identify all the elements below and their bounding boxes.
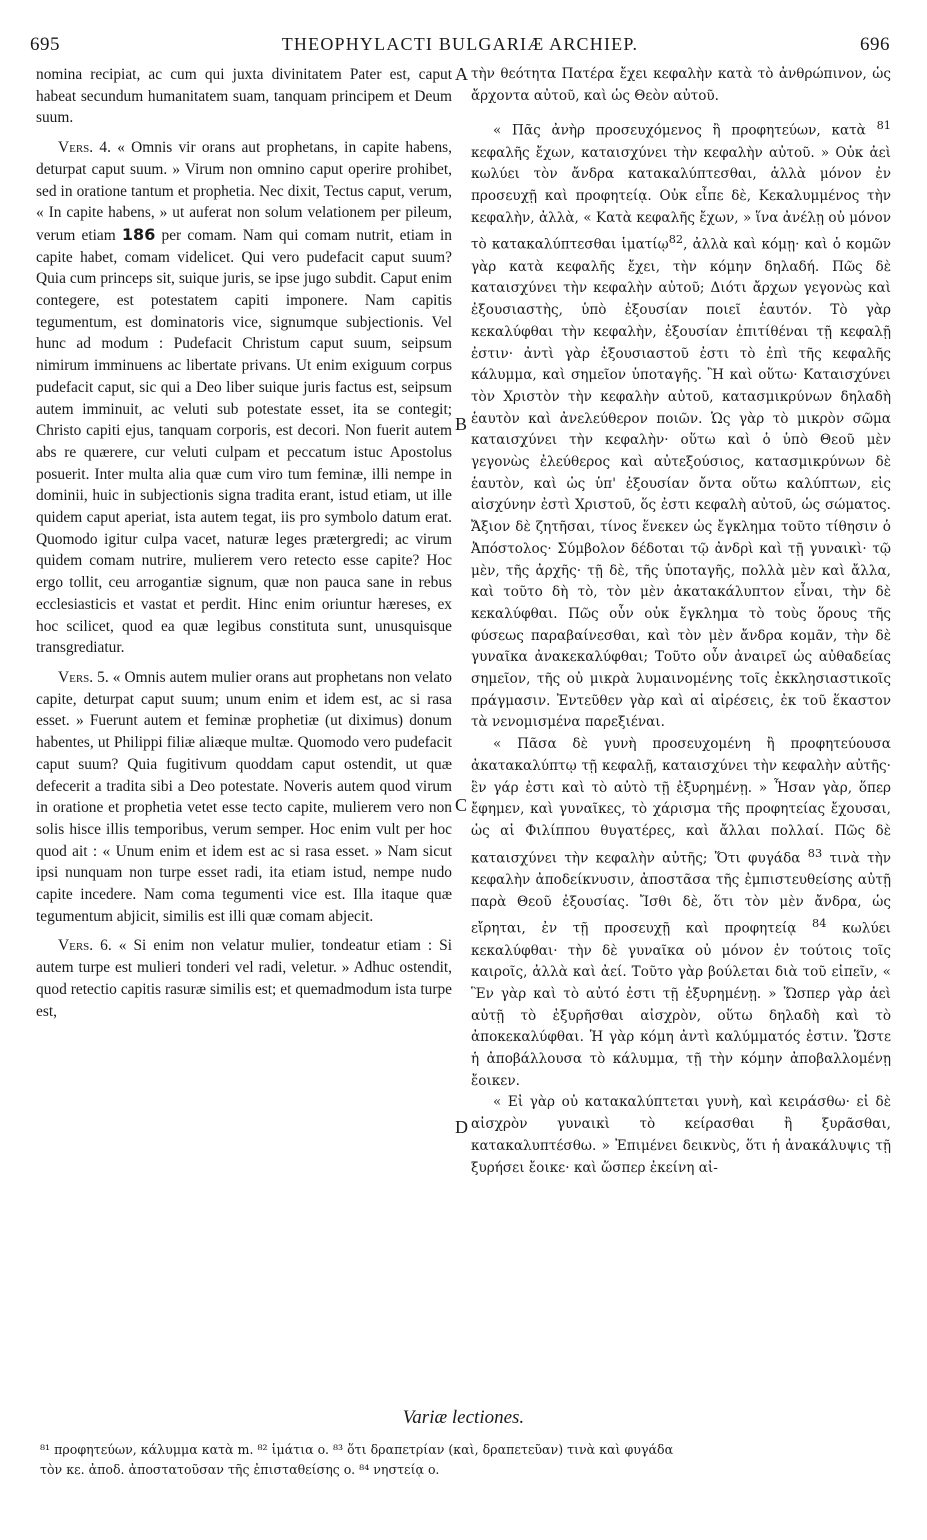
latin-paragraph-1: nomina recipiat, ac cum qui juxta divinitatem Pater est, caput habeat secundum humanitatem suam, tanquam principem et Deum suum. (36, 66, 452, 127)
page-number-left: 695 (30, 34, 60, 55)
variae-lectiones-heading: Variæ lectiones. (402, 1407, 525, 1428)
greek-text: « Πᾶσα δὲ γυνὴ προσευχομένη ἢ προφητεύουσα ἀκατακαλύπτῳ τῇ κεφαλῇ, καταισχύνει τὴν κεφαλὴν αὐτῆς· ἓν γάρ ἐστι καὶ τὸ αὐτὸ τῇ ἐξυρημένῃ. » Ἦσαν γὰρ, ὅπερ ἔφημεν, καὶ γυναῖκες, τὸ χάρισμα τῆς προφητείας ἔχουσαι, ὡς αἱ Φιλίππου θυγατέρες, καὶ ἄλλαι πολλαί. Πῶς δὲ καταισχύνει τὴν κεφαλὴν αὐτῆς; Ὅτι φυγάδα (471, 736, 891, 867)
column-number: 186 (121, 224, 156, 244)
footnote-ref: 82 (668, 232, 684, 247)
latin-text: « Omnis vir orans aut prophetans, in capite habens, deturpat caput suum. » Virum non omnino caput operire prohibet, sed in oratione tantum et prophetia. Nec dixit, Tectus caput, verum, « In capite habens, » ut auferat non solum velationem per pileum, verum etiam (36, 139, 452, 244)
greek-text: τινὰ τὴν κεφαλὴν ἀποδείκνυσιν, ἀποστᾶσα τῆς ἐμπιστευθείσης αὐτῇ παρὰ Θεοῦ ἐξουσίας. Ἴσθι δὲ, ὅτι τὸν μὲν ἄνδρα, ὡς εἴρηται, ἐν τῇ προσευχῇ καὶ προφητείᾳ (471, 850, 891, 937)
section-marker-a: A (455, 64, 468, 84)
verse-label: Vers. 6. (58, 937, 112, 955)
greek-paragraph-2 (471, 115, 891, 734)
greek-column (471, 64, 891, 1179)
greek-text: « Πᾶς ἀνὴρ προσευχόμενος ἢ προφητεύων, κατὰ (493, 122, 866, 139)
latin-column (36, 64, 452, 1022)
variant-line: ⁸¹ προφητεύων, κάλυμμα κατὰ m. ⁸² ἱμάτια o. ⁸³ ὅτι δραπετρίαν (καὶ, δραπετεῦαν) τινὰ καὶ φυγάδα (40, 1442, 674, 1457)
section-marker-d: D (455, 1117, 468, 1137)
latin-text: « Si enim non velatur mulier, tondeatur etiam : Si autem turpe est mulieri tonderi vel radi, veletur. » Adhuc ostendit, quod retectio capitis rasuræ similis est; et quemadmodum ista turpe est, (36, 937, 453, 1020)
latin-text: per comam. Nam qui comam nutrit, etiam in capite habet, comam videlicet. Qui vero pudefacit caput suum? Quia cum princeps sit, suique juris, se ipse jugo subdit. Caput enim contegere, est potestatem capiti imponere. Nam capitis tegumentum, est dominatoris vice, signumque subjectionis. Vel hunc ad modum : Pudefacit Christum caput suum, seipsum nimirum imminuens ac libertate privans. Ut enim exiguum corpus pudefacit caput, sic qui a Deo liber suique juris factus est, seipsum autem imminuit, ac veluti sub potestate esset, ita se contegit; Christo capiti ejus, tanquam corporis, est decori. Non fuerit autem abs re quærere, cur veluti culpam et peccatum istuc Apostolus posuerit. Inter multa alia quæ cum viro tum feminæ, illi nempe in dominii, huic in subjectionis signa tradita erant, istud etiam, ut ille quidem caput aperiat, ista autem tegat, iis pro symbolo datum erat. Quomodo igitur culpa vacet, naturæ leges prætergredi; ac virum quidem comam nutrire, mulierem vero retecto esse capite? Hoc ergo tollit, ceu arrogantiæ signum, quæ non pauca sane in rebus ecclesiasticis et vastat et perdit. Hinc enim oriuntur hæreses, ex hoc scilicet, quod ea quæ legibus constituta sunt, unusquisque transgrediatur. (36, 226, 452, 657)
greek-text: κωλύει κεκαλύφθαι· τὴν δὲ γυναῖκα οὐ μόνον ἐν τούτοις τοῖς καιροῖς, ἀλλὰ καὶ ἀεί. Τοῦτο γὰρ βούλεται διὰ τοῦ εἰπεῖν, « Ἓν γὰρ καὶ τὸ αὐτό ἐστι τῇ ἐξυρημένῃ. » Ὥσπερ γὰρ ἀεὶ αὐτῇ τὸ ἐξυρῆσθαι αἰσχρὸν, οὕτω δηλαδὴ καὶ τὸ ἀποκεκαλύφθαι. Ἡ γὰρ κόμη ἀντὶ καλύμματός ἐστιν. Ὥστε ἡ ἀποβάλλουσα τὸ κάλυμμα, τῇ τὴν κόμην ἀποβαλλομένῃ ἔοικεν. (471, 920, 891, 1089)
variae-lectiones (40, 1440, 900, 1480)
greek-text: κεφαλῆς ἔχων, καταισχύνει τὴν κεφαλὴν αὐτοῦ. » Οὐκ ἀεὶ κωλύει τὸν ἄνδρα κατακαλύπτεσθαι, ἀλλὰ μόνον ἐν προσευχῇ καὶ προφητείᾳ. Οὐκ εἶπε δὲ, Κεκαλυμμένος τὴν κεφαλὴν, ἀλλὰ, « Κατὰ κεφαλῆς ἔχων, » ἵνα ἀνέλῃ οὐ μόνον τὸ κατακαλύπτεσθαι ἱματίῳ (471, 144, 891, 253)
greek-paragraph-3 (471, 734, 891, 1092)
greek-paragraph-1: τὴν θεότητα Πατέρα ἔχει κεφαλὴν κατὰ τὸ ἀνθρώπινον, ὡς ἄρχοντα αὐτοῦ, καὶ ὡς Θεὸν αὐτοῦ. (471, 66, 891, 104)
footnote-ref: 83 (807, 845, 823, 860)
latin-paragraph-4 (36, 935, 452, 1022)
section-marker-c: C (455, 795, 468, 815)
running-header (30, 34, 890, 64)
greek-paragraph-4: « Εἰ γὰρ οὐ κατακαλύπτεται γυνὴ, καὶ κειράσθω· εἰ δὲ αἰσχρὸν γυναικὶ τὸ κείρασθαι ἢ ξυρᾶσθαι, κατακαλυπτέσθω. » Ἐπιμένει δεικνὺς, ὅτι ἡ ἀνακάλυψις τῇ ξυρήσει ἔοικε· καὶ ὥσπερ ἐκείνη αἰ- (471, 1094, 891, 1176)
section-marker-b: B (455, 414, 468, 434)
variant-line: τὸν κε. ἀποδ. ἀποστατοῦσαν τῆς ἐπισταθείσης o. ⁸⁴ νηστείᾳ o. (40, 1462, 440, 1477)
latin-text: « Omnis autem mulier orans aut prophetans non velato capite, deturpat caput suum; unum enim et idem est, ac si rasa esset. » Fuerunt autem et feminæ prophetiæ (ut diximus) donum habentes, ut Philippi filiæ aliæque multæ. Quomodo vero pudefacit caput suum? Quia fugitivum quoddam caput ostendit, ut quæ defecerit a tradita sibi a Deo potestate. Noveris autem quod virum in oratione et prophetia vetet esse tecto capite, mulierem vero non solis hisce illis temporibus, verum semper. Hoc enim vult per hoc quod ait : « Unum enim et idem est ac si rasa esset. » Nam sicut ipsi nunquam non turpe esset radi, ita etiam istud, nempe nudo capite incedere. Nam coma tegumenti vice est. Illa itaque quæ tegumentum abjicit, similis est illi quæ comam abjecit. (36, 668, 452, 925)
page-number-right: 696 (860, 34, 890, 55)
footnote-ref: 81 (876, 118, 891, 133)
verse-label: Vers. 5. (58, 668, 109, 686)
footnote-ref: 84 (812, 916, 827, 931)
greek-text: , ἀλλὰ καὶ κόμῃ· καὶ ὁ κομῶν γὰρ κατὰ κεφαλῆς ἔχει, τὴν κόμην δηλαδή. Πῶς δὲ καταισχύνει τὴν κεφαλὴν αὐτοῦ; Διότι ἄρχων γεγονὼς καὶ ἐξουσιαστὴς, ὑπὸ ἐξουσίαν ποιεῖ ἑαυτόν. Τὸ γὰρ κεκαλύφθαι τὴν κεφαλὴν, ἐξουσίαν ἐπιτίθέναι τῇ κεφαλῇ ἐστιν· ἀντὶ γὰρ ἐξουσιαστοῦ ἐστι τὸ ἐπὶ τῆς κεφαλῆς κάλυμμα, καὶ σημεῖον ὑποταγῆς. Ἢ καὶ οὕτω· Καταισχύνει τὸν Χριστὸν τὴν κεφαλὴν αὐτοῦ, κατασμικρύνων δηλαδὴ ἑαυτὸν καὶ ἀνελεύθερον ποιῶν. Ὡς γὰρ τὸ μικρὸν σῶμα καταισχύνει τὴν κεφαλὴν· οὕτω καὶ ὁ ὑπὸ Θεοῦ μὲν γεγονὼς ἐλεύθερος καὶ αὐτεξούσιος, κατασμικρύνων δὲ ἑαυτὸν, καὶ ὡς ὑπ' ἐξουσίαν ὄντα οὕτω καλύπτων, εἰς αἰσχύνην ἐστὶ Χριστοῦ, ὅς ἐστι κεφαλὴ αὐτοῦ, ὡς σώματος. Ἄξιον δὲ ζητῆσαι, τίνος ἕνεκεν ὡς ἔγκλημα τοῦτο τίθησιν ὁ Ἀπόστολος· Σύμβολον δέδοται τῷ ἀνδρὶ καὶ τῇ γυναικὶ· τῷ μὲν, τῆς ἀρχῆς· τῇ δὲ, τῆς ὑποταγῆς, πολλὰ μὲν καὶ ἄλλα, καὶ τοῦτο δὴ τὸ, τὸν μὲν ἀκατακάλυπτον εἶναι, τὴν δὲ κεκαλύφθαι. Πῶς οὖν οὐκ ἔγκλημα τὸ τοὺς ὅρους τῆς φύσεως παραβαίνεσθαι, καὶ τὸν μὲν ἄνδρα κομᾶν, τὴν δὲ γυναῖκα ἀνακεκαλύφθαι; Τοῦτο οὖν ἀναιρεῖ ὡς αὐθαδείας σημεῖον, τῆς οὐ μικρὰ λυμαινομένης τοῖς ἐκκλησιαστικοῖς πράγμασιν. Ἐντεῦθεν γὰρ καὶ αἱ αἱρέσεις, ἐκ τοῦ ἕκαστον τὰ νενομισμένα παρεξιέναι. (471, 236, 891, 731)
latin-paragraph-3 (36, 667, 452, 927)
running-title: THEOPHYLACTI BULGARIÆ ARCHIEP. (281, 34, 639, 54)
verse-label: Vers. 4. (58, 139, 111, 157)
latin-paragraph-2 (36, 137, 452, 659)
